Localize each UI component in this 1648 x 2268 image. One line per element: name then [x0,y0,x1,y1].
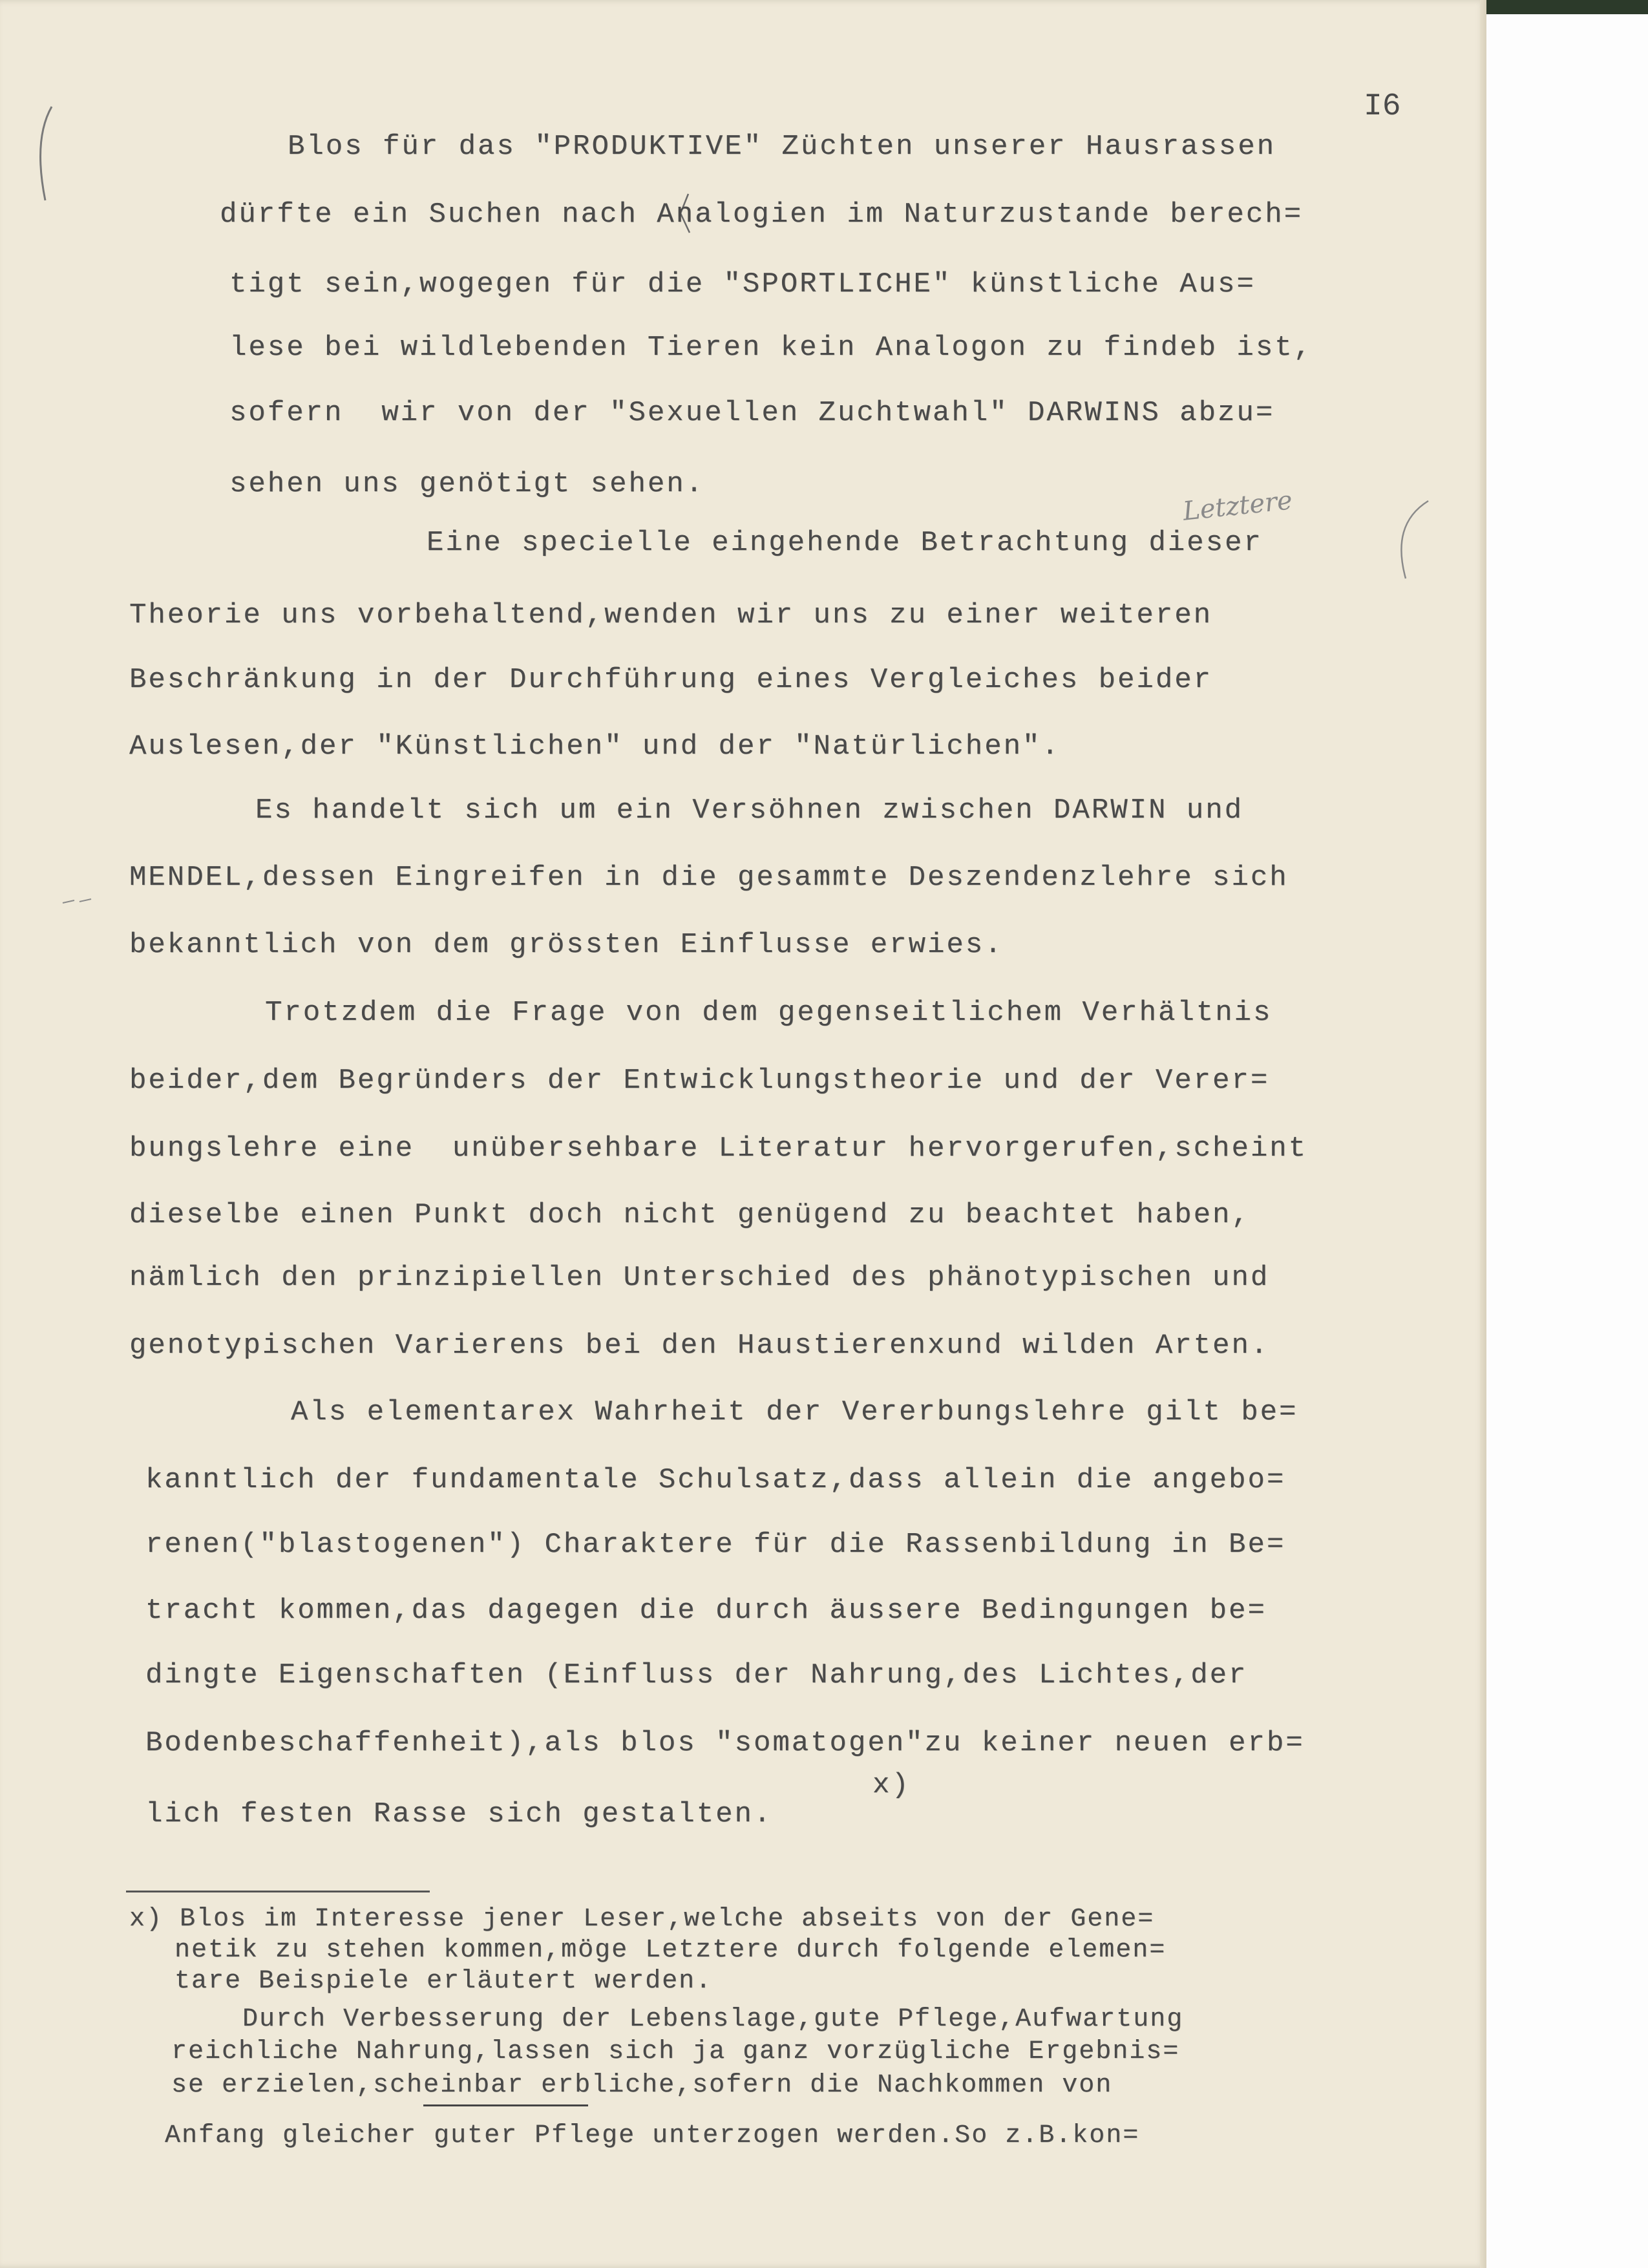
scanner-background [1486,0,1648,2268]
body-line: Theorie uns vorbehaltend,wenden wir uns zu einer weiteren [129,599,1213,631]
body-line: lese bei wildlebenden Tieren kein Analogon zu findeb ist, [229,332,1313,364]
body-line: Blos für das "PRODUKTIVE" Züchten unserer Hausrassen [288,131,1276,163]
body-line: beider,dem Begründers der Entwicklungstheorie und der Verer= [129,1065,1270,1097]
scanner-edge [1486,0,1648,14]
margin-tick-mark [61,895,94,908]
correction-mark [1377,498,1435,582]
footnote-line: x) Blos im Interesse jener Leser,welche abseits von der Gene= [129,1905,1155,1934]
body-line: sofern wir von der "Sexuellen Zuchtwahl" DARWINS abzu= [229,397,1275,429]
body-line: lich festen Rasse sich gestalten. [145,1798,773,1830]
scheinbar-underline [423,2104,588,2106]
margin-pencil-mark [32,103,58,207]
body-line: bekanntlich von dem grössten Einflusse erwies. [129,929,1004,961]
body-line: sehen uns genötigt sehen. [229,468,705,500]
body-line: bungslehre eine unübersehbare Literatur hervorgerufen,scheint [129,1132,1308,1165]
footnote-line: reichliche Nahrung,lassen sich ja ganz vorzügliche Ergebnis= [171,2037,1180,2066]
footnote-line: netik zu stehen kommen,möge Letztere durch folgende elemen= [174,1936,1167,1965]
body-line: nämlich den prinzipiellen Unterschied des phänotypischen und [129,1262,1270,1294]
body-line: kanntlich der fundamentale Schulsatz,dass allein die angebo= [145,1464,1286,1496]
footnote-line: Anfang gleicher guter Pflege unterzogen werden.So z.B.kon= [165,2121,1140,2150]
page-edge [1480,0,1486,2268]
body-line: Eine specielle eingehende Betrachtung dieser [427,527,1263,559]
handwritten-note: Letztere [1181,485,1294,527]
footnote-divider [126,1891,430,1892]
body-line: Beschränkung in der Durchführung eines Vergleiches beider [129,664,1213,696]
body-line: dieselbe einen Punkt doch nicht genügend zu beachtet haben, [129,1199,1251,1231]
body-line: genotypischen Varierens bei den Haustierenxund wilden Arten. [129,1330,1270,1362]
body-line: Trotzdem die Frage von dem gegenseitlichem Verhältnis [265,997,1273,1029]
footnote-line: Durch Verbesserung der Lebenslage,gute Pflege,Aufwartung [242,2005,1184,2034]
body-line: tigt sein,wogegen für die "SPORTLICHE" künstliche Aus= [229,268,1256,301]
body-line: renen("blastogenen") Charaktere für die Rassenbildung in Be= [145,1529,1286,1561]
footnote-marker: x) [872,1769,911,1801]
body-line: Auslesen,der "Künstlichen" und der "Natürlichen". [129,730,1061,763]
body-line: tracht kommen,das dagegen die durch äussere Bedingungen be= [145,1595,1267,1627]
body-line: Bodenbeschaffenheit),als blos "somatogen"zu keiner neuen erb= [145,1727,1305,1759]
body-line: Es handelt sich um ein Versöhnen zwischen DARWIN und [255,794,1244,827]
footnote-line: se erzielen,scheinbar erbliche,sofern die Nachkommen von [171,2071,1113,2100]
body-line: Als elementarex Wahrheit der Vererbungslehre gilt be= [291,1396,1298,1428]
body-line: dürfte ein Suchen nach Analogien im Naturzustande berech= [220,198,1304,231]
body-line: dingte Eigenschaften (Einfluss der Nahrung,des Lichtes,der [145,1659,1248,1691]
footnote-line: tare Beispiele erläutert werden. [174,1967,713,1996]
page-number: I6 [1364,89,1401,124]
body-line: MENDEL,dessen Eingreifen in die gesammte Deszendenzlehre sich [129,862,1289,894]
